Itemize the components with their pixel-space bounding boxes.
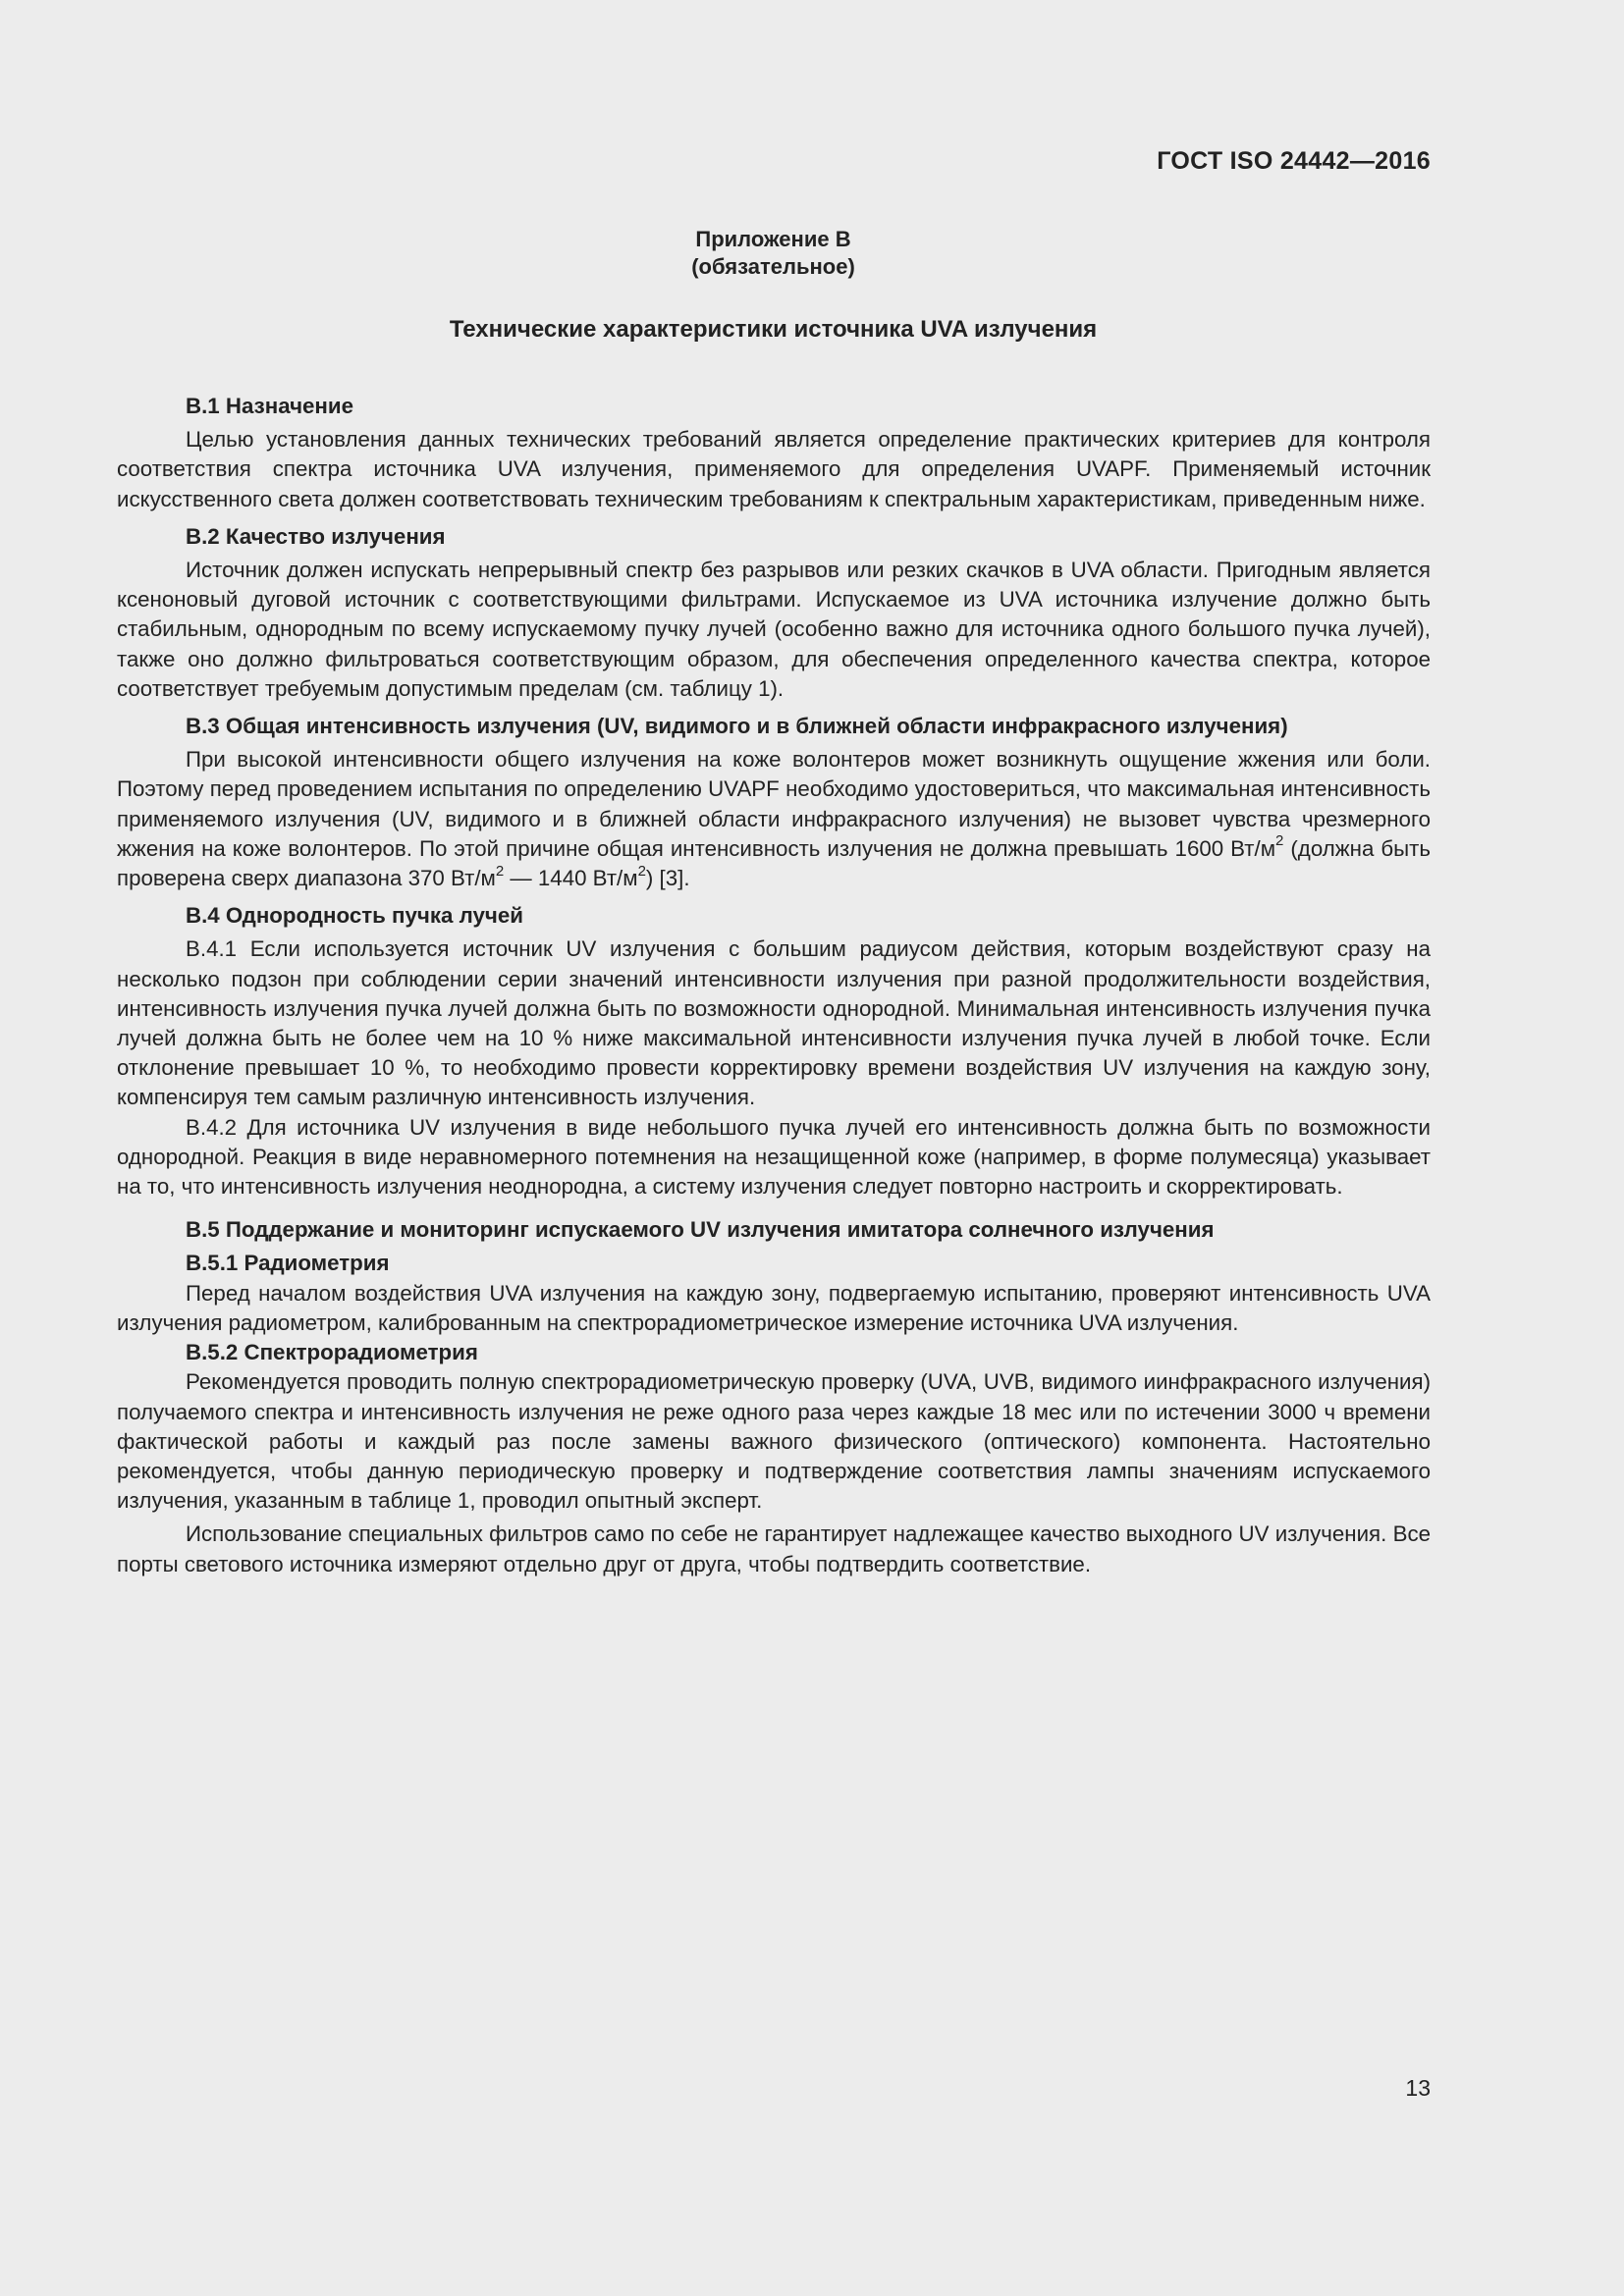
section-b5-2-heading: В.5.2 Спектрорадиометрия xyxy=(186,1340,478,1365)
section-b3-text-part1: При высокой интенсивности общего излучения на коже волонтеров может возникнуть ощущение жжения или боли. Поэтому перед проведением испытания по определению UVAPF необходимо удостовериться, что максимальная интенсивность применяемого излучения (UV, видимого и в ближней области инфракрасного излучения) не вызовет чувства чрезмерного жжения на коже волонтеров. По этой причине общая интенсивность излучения не должна превышать 1600 Вт/м xyxy=(117,747,1431,861)
section-b5-1-heading: В.5.1 Радиометрия xyxy=(186,1251,390,1276)
section-b3-text-part4: ) [3]. xyxy=(645,866,690,891)
section-b5-2-paragraph-1: Рекомендуется проводить полную спектрорадиометрическую проверку (UVA, UVB, видимого иинфракрасного излучения) получаемого спектра и интенсивность излучения не реже одного раза через каждые 18 мес или по истечении 3000 ч времени фактической работы и каждый раз после замены важного физического (оптического) компонента. Настоятельно рекомендуется, чтобы данную периодическую проверку и подтверждение соответствия лампы значениям испускаемого излучения, указанным в таблице 1, проводил опытный эксперт. xyxy=(117,1369,1431,1514)
section-b2-heading: В.2 Качество излучения xyxy=(186,523,446,549)
annex-heading xyxy=(0,226,1546,281)
section-b4-2-paragraph: В.4.2 Для источника UV излучения в виде небольшого пучка лучей его интенсивность должна быть по возможности однородной. Реакция в виде неравномерного потемнения на незащищенной коже (например, в форме полумесяца) указывает на то, что интенсивность излучения неоднородна, а систему излучения следует повторно настроить и скорректировать. xyxy=(117,1114,1431,1200)
standard-number: ГОСТ ISO 24442—2016 xyxy=(1157,147,1431,175)
superscript-2: 2 xyxy=(637,862,646,880)
annex-label: Приложение В xyxy=(695,227,851,251)
section-b4-heading: В.4 Однородность пучка лучей xyxy=(186,903,523,929)
section-b1-paragraph: Целью установления данных технических требований является определение практических критериев для контроля соответствия спектра источника UVA излучения, применяемого для определения UVAPF. Применяемый источник искусственного света должен соответствовать техническим требованиям к спектральным характеристикам, приведенным ниже. xyxy=(117,427,1431,511)
section-b3-text-part3: — 1440 Вт/м xyxy=(504,866,638,891)
section-b5-2-paragraph-2: Использование специальных фильтров само по себе не гарантирует надлежащее качество выходного UV излучения. Все порты светового источника измеряют отдельно друг от друга, чтобы подтвердить соответствие. xyxy=(117,1522,1431,1576)
section-b4-1-paragraph: В.4.1 Если используется источник UV излучения с большим радиусом действия, которым воздействуют сразу на несколько подзон при соблюдении серии значений интенсивности излучения при разной продолжительности воздействия, интенсивность излучения пучка лучей должна быть по возможности однородной. Минимальная интенсивность излучения пучка лучей должна быть не более чем на 10 % ниже максимальной интенсивности излучения пучка лучей в любой точке. Если отклонение превышает 10 %, то необходимо провести корректировку времени воздействия UV излучения на каждую зону, компенсируя тем самым различную интенсивность излучения. xyxy=(117,936,1431,1110)
section-b5-1-paragraph: Перед началом воздействия UVA излучения на каждую зону, подвергаемую испытанию, проверяют интенсивность UVA излучения радиометром, калиброванным на спектрорадиометрическое измерение источника UVA излучения. xyxy=(117,1280,1431,1335)
section-b1-heading: В.1 Назначение xyxy=(186,394,353,418)
annex-title: Технические характеристики источника UVA излучения xyxy=(449,316,1098,343)
section-b3-paragraph xyxy=(117,745,1431,893)
section-b3-heading: В.3 Общая интенсивность излучения (UV, видимого и в ближней области инфракрасного излучения) xyxy=(186,714,1288,739)
section-b3-text-part2: (должна быть проверена сверх диапазона 370 Вт/м xyxy=(117,835,1431,891)
page-number: 13 xyxy=(1405,2075,1431,2101)
document-body xyxy=(117,392,1431,1579)
section-b2-paragraph: Источник должен испускать непрерывный спектр без разрывов или резких скачков в UVA области. Пригодным является ксеноновый дуговой источник с соответствующими фильтрами. Испускаемое из UVA источника излучение должно быть стабильным, однородным по всему испускаемому пучку лучей (особенно важно для источника одного большого пучка лучей), также оно должно фильтроваться соответствующим образом, для обеспечения определенного качества спектра, которое соответствует требуемым допустимым пределам (см. таблицу 1). xyxy=(117,558,1431,701)
section-b5-heading: В.5 Поддержание и мониторинг испускаемого UV излучения имитатора солнечного излучения xyxy=(186,1217,1215,1243)
superscript-2: 2 xyxy=(1275,832,1284,850)
superscript-2: 2 xyxy=(495,862,505,880)
annex-status: (обязательное) xyxy=(691,254,855,279)
